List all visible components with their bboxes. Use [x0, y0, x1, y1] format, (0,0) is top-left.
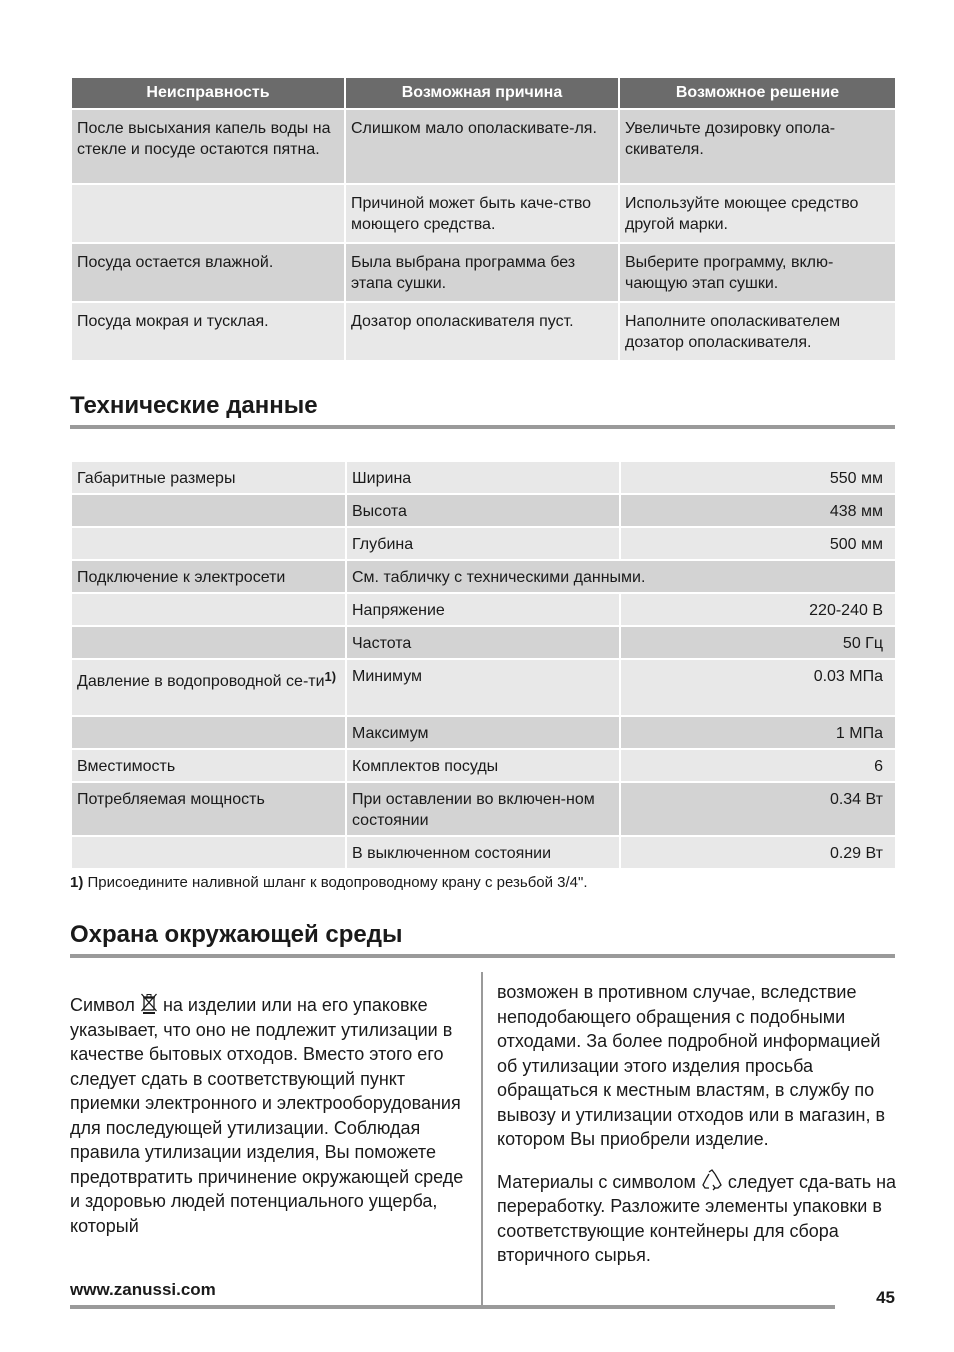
fault-cell: После высыхания капель воды на стекле и посуде остаются пятна. [71, 109, 345, 184]
paragraph: возможен в противном случае, вследствие неподобающего обращения с подобными отходами. За более подробной информацией об утилизации этого изделия просьба обращаться к местным властям, в службу по вывозу и утилизации отходов или в магазин, в котором Вы приобрели изделие. [497, 982, 886, 1149]
environment-text [70, 972, 895, 1312]
value-cell: 6 [620, 749, 896, 782]
table-row [71, 527, 896, 560]
right-column [497, 972, 897, 1285]
tech-data-table [70, 460, 897, 870]
item-cell: Высота [346, 494, 620, 527]
param-cell [71, 836, 346, 869]
cause-cell: Была выбрана программа без этапа сушки. [345, 243, 619, 302]
param-cell: Габаритные размеры [71, 461, 346, 494]
footnote-mark: 1) [70, 874, 84, 891]
value-cell: 1 МПа [620, 716, 896, 749]
table-row [71, 659, 896, 716]
table-row [71, 716, 896, 749]
value-cell: 500 мм [620, 527, 896, 560]
paragraph [70, 992, 470, 1238]
value-cell: 0.03 МПа [620, 659, 896, 716]
cause-cell: Дозатор ополаскивателя пуст. [345, 302, 619, 361]
table-row [71, 749, 896, 782]
value-cell: 438 мм [620, 494, 896, 527]
header-solution: Возможное решение [619, 77, 896, 109]
param-cell: Подключение к электросети [71, 560, 346, 593]
section-title-tech: Технические данные [70, 392, 895, 429]
table-row [71, 184, 896, 243]
item-cell: При оставлении во включен-ном состоянии [346, 782, 620, 836]
value-cell: 0.29 Вт [620, 836, 896, 869]
crossed-bin-icon [140, 992, 158, 1014]
item-cell: Минимум [346, 659, 620, 716]
left-column [70, 972, 470, 1255]
item-cell: См. табличку с техническими данными. [346, 560, 896, 593]
value-cell: 550 мм [620, 461, 896, 494]
param-cell: Потребляемая мощность [71, 782, 346, 836]
param-cell [71, 593, 346, 626]
paragraph [497, 1169, 897, 1268]
value-cell: 0.34 Вт [620, 782, 896, 836]
footnote-ref: 1) [324, 669, 337, 684]
table-row [71, 626, 896, 659]
item-cell: Напряжение [346, 593, 620, 626]
param-cell [71, 494, 346, 527]
footnote [70, 874, 895, 891]
troubleshooting-table [70, 76, 897, 362]
item-cell: Частота [346, 626, 620, 659]
footnote-text: Присоедините наливной шланг к водопроводному крану с резьбой 3/4". [87, 874, 588, 891]
page-content [70, 76, 895, 1312]
table-row [71, 243, 896, 302]
table-row [71, 782, 896, 836]
table-row [71, 461, 896, 494]
value-cell: 220-240 В [620, 593, 896, 626]
recycle-icon [701, 1169, 723, 1191]
page-footer [70, 1280, 895, 1307]
fault-cell: Посуда мокрая и тусклая. [71, 302, 345, 361]
item-cell: Комплектов посуды [346, 749, 620, 782]
solution-cell: Увеличьте дозировку опола-скивателя. [619, 109, 896, 184]
website-link[interactable]: www.zanussi.com [70, 1280, 216, 1299]
header-fault: Неисправность [71, 77, 345, 109]
footer-rule [70, 1305, 835, 1309]
cause-cell: Слишком мало ополаскивате-ля. [345, 109, 619, 184]
column-divider [481, 972, 483, 1306]
solution-cell: Наполните ополаскивателем дозатор ополаскивателя. [619, 302, 896, 361]
table-row [71, 494, 896, 527]
solution-cell: Используйте моющее средство другой марки. [619, 184, 896, 243]
text-span: Символ [70, 995, 135, 1015]
fault-cell: Посуда остается влажной. [71, 243, 345, 302]
table-row [71, 560, 896, 593]
param-cell [71, 716, 346, 749]
table-row [71, 302, 896, 361]
cause-cell: Причиной может быть каче-ство моющего средства. [345, 184, 619, 243]
text-span: следует сда-вать на переработку. Разложите элементы упаковки в соответствующие контейнеры для сбора вторичного сырья. [497, 1171, 897, 1265]
value-cell: 50 Гц [620, 626, 896, 659]
section-title-environment: Охрана окружающей среды [70, 921, 895, 958]
table-row [71, 593, 896, 626]
item-cell: Ширина [346, 461, 620, 494]
param-text: Давление в водопроводной се-ти [77, 673, 325, 690]
item-cell: Максимум [346, 716, 620, 749]
text-span: на изделии или на его упаковке указывает, что оно не подлежит утилизации в качестве бытовых отходов. Вместо этого его следует сдать в соответствующий пункт приемки электронного и электрооборудования для последующей утилизации. Соблюдая правила утилизации изделия, Вы поможете предотвратить причинение окружающей среде и здоровью людей потенциального ущерба, который [70, 995, 464, 1236]
table-row [71, 836, 896, 869]
param-cell [71, 527, 346, 560]
param-cell: Вместимость [71, 749, 346, 782]
solution-cell: Выберите программу, вклю-чающую этап сушки. [619, 243, 896, 302]
fault-cell [71, 184, 345, 243]
text-span: Материалы с символом [497, 1171, 696, 1192]
item-cell: Глубина [346, 527, 620, 560]
header-cause: Возможная причина [345, 77, 619, 109]
page-number: 45 [876, 1288, 895, 1307]
param-cell [71, 626, 346, 659]
param-cell [71, 659, 346, 716]
item-cell: В выключенном состоянии [346, 836, 620, 869]
table-row [71, 109, 896, 184]
